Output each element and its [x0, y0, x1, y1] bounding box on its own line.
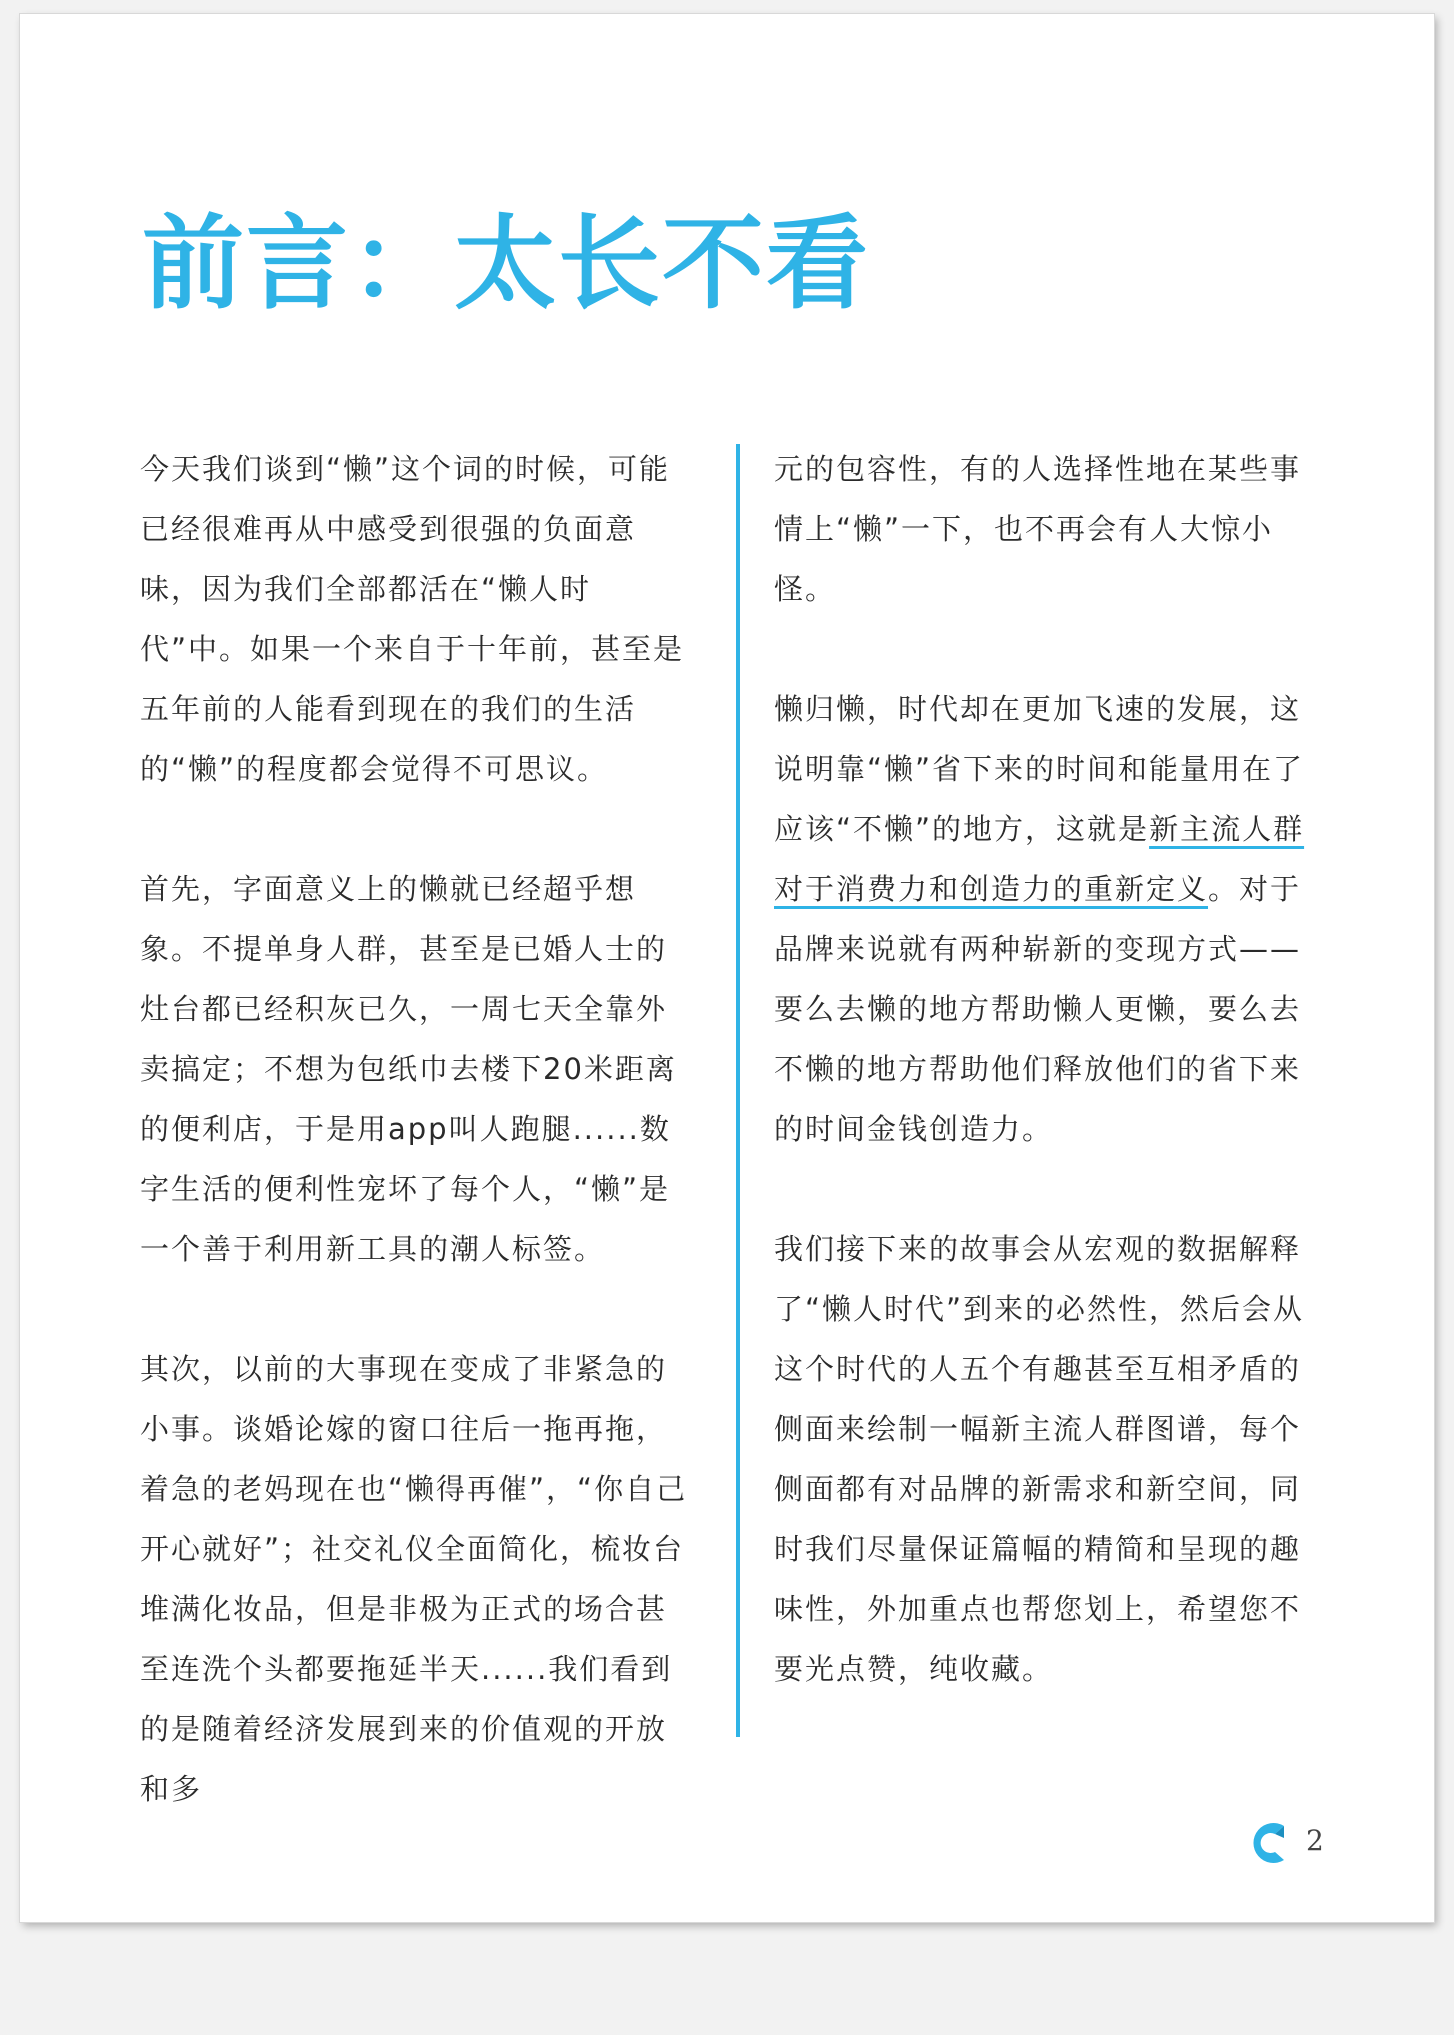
paragraph: 首先，字面意义上的懒就已经超乎想象。不提单身人群，甚至是已婚人士的灶台都已经积灰已久，一周七天全靠外卖搞定；不想为包纸巾去楼下20米距离的便利店，于是用app叫人跑腿......数字生活的便利性宠坏了每个人，“懒”是一个善于利用新工具的潮人标签。	[140, 872, 677, 1266]
document-page	[20, 14, 1434, 1922]
paragraph: 元的包容性，有的人选择性地在某些事情上“懒”一下，也不再会有人大惊小怪。	[774, 452, 1302, 606]
paragraph-text: 。对于品牌来说就有两种崭新的变现方式——要么去懒的地方帮助懒人更懒，要么去不懒的地方帮助他们释放他们的省下来的时间金钱创造力。	[774, 872, 1302, 1146]
paragraph: 其次，以前的大事现在变成了非紧急的小事。谈婚论嫁的窗口往后一拖再拖，着急的老妈现在也“懒得再催”，“你自己开心就好”；社交礼仪全面简化，梳妆台堆满化妆品，但是非极为正式的场合甚至连洗个头都要拖延半天......我们看到的是随着经济发展到来的价值观的开放和多	[140, 1352, 688, 1806]
page-title: 前言：太长不看	[142, 205, 870, 324]
page-number: 2	[1306, 1824, 1324, 1857]
column-divider	[736, 444, 740, 1737]
paragraph: 今天我们谈到“懒”这个词的时候，可能已经很难再从中感受到很强的负面意味，因为我们全部都活在“懒人时代”中。如果一个来自于十年前，甚至是五年前的人能看到现在的我们的生活的“懒”的程度都会觉得不可思议。	[140, 452, 685, 786]
left-column	[140, 439, 695, 1879]
c-logo-icon	[1244, 1818, 1290, 1868]
highlighted-text: 新主流人群对于消费力和创造力的重新定义	[774, 812, 1305, 906]
right-column	[774, 439, 1329, 1759]
paragraph	[774, 679, 1329, 1159]
paragraph-text: 懒归懒，时代却在更加飞速的发展，这说明靠“懒”省下来的时间和能量用在了应该“不懒”的地方，这就是	[774, 692, 1305, 846]
paragraph: 我们接下来的故事会从宏观的数据解释了“懒人时代”到来的必然性，然后会从这个时代的人五个有趣甚至互相矛盾的侧面来绘制一幅新主流人群图谱，每个侧面都有对品牌的新需求和新空间，同时我们尽量保证篇幅的精简和呈现的趣味性，外加重点也帮您划上，希望您不要光点赞，纯收藏。	[774, 1232, 1305, 1686]
